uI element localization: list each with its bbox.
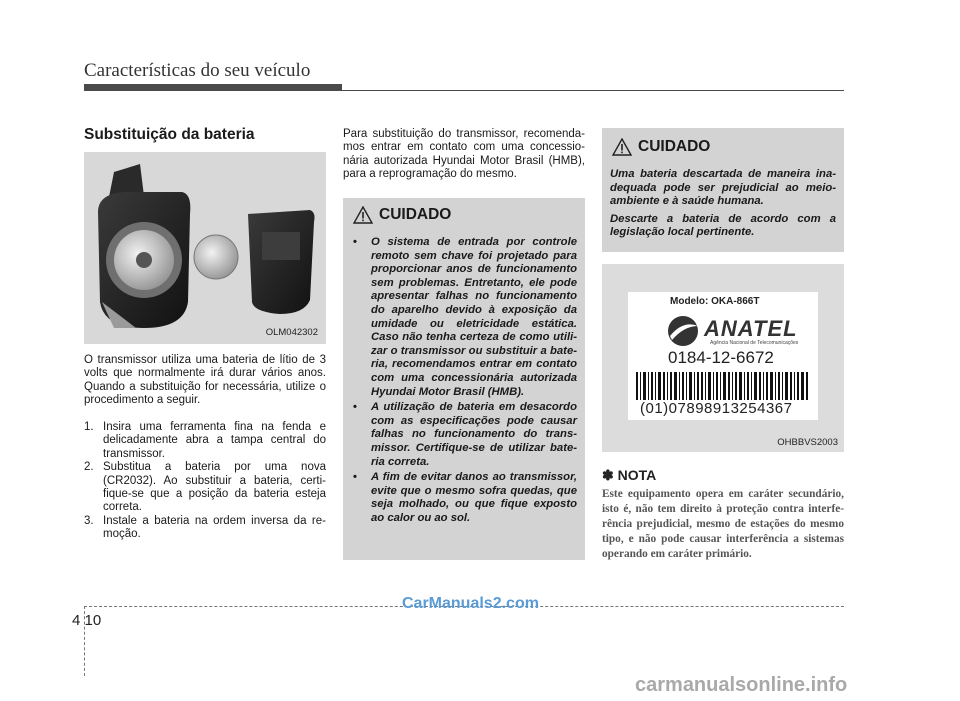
section-title: Substituição da bateria <box>84 126 255 143</box>
anatel-agency-text: Agência Nacional de Telecomunicações <box>710 340 799 346</box>
caution-paragraph-2: Descarte a bateria de acordo com a legislação local pertinente. <box>610 212 836 239</box>
caution-heading <box>353 206 451 224</box>
nota-text: Este equipamento opera em caráter secundário, isto é, não tem direito à proteção contra interfe-rência prejudicial, mesmo de estações do mesmo tipo, e não pode causar interferência a sistemas operando em caráter primário. <box>602 488 844 560</box>
header-rule-thin <box>342 90 844 91</box>
photo-caption: OLM042302 <box>265 327 318 338</box>
warning-triangle-icon <box>612 138 632 156</box>
step-item: 2. Substitua a bateria por uma nova (CR2032). Ao substituir a bateria, certi-fique-se que a posição da bateria esteja correta. <box>84 461 326 514</box>
caution-item: • O sistema de entrada por controle remoto sem chave foi projetado para proporcionar anos de funcionamento sem problemas. Entretanto, ele pode apresentar falhas no funcionamento do aparelho devido à exposição da umidade ou eletricidade estática. Caso não tenha certeza de como utili-zar o transmissor ou substituir a bate-ria, recomendamos entrar em contato com uma concessionária autorizada Hyundai Motor Brasil (HMB). <box>353 236 577 398</box>
caution-box-right <box>602 128 844 252</box>
caution-title: CUIDADO <box>638 138 711 155</box>
step-item: 1. Insira uma ferramenta fina na fenda e delicadamente abra a tampa central do transmissor. <box>84 421 326 460</box>
caution-heading <box>612 138 710 156</box>
watermark-link-top[interactable]: CarManuals2.com <box>402 595 539 612</box>
certification-code: 0184-12-6672 <box>668 348 774 367</box>
model-text: Modelo: OKA-866T <box>670 296 760 307</box>
left-intro-text: O transmissor utiliza uma bateria de lítio de 3 volts que normalmente irá durar vários anos. Quando a substituição for necessária, utilize o procedimento a seguir. <box>84 354 326 407</box>
barcode-number: (01)07898913254367 <box>640 400 793 417</box>
barcode-icon <box>636 372 810 400</box>
replacement-steps-list <box>84 421 326 542</box>
key-fob-illustration <box>84 152 326 344</box>
caution-title: CUIDADO <box>379 206 452 223</box>
nota-title: ✽ NOTA <box>602 467 657 483</box>
caution-list <box>351 236 577 527</box>
anatel-label <box>628 292 818 420</box>
anatel-caption: OHBBVS2003 <box>777 437 838 448</box>
anatel-label-figure <box>602 264 844 452</box>
caution-item: • A utilização de bateria em desacordo com as especificações pode causar falhas no funcionamento do trans-missor. Certifique-se de utilizar bate-ria correta. <box>353 401 577 468</box>
page-number: 4 10 <box>72 612 102 629</box>
watermark-link-bottom[interactable]: carmanualsonline.info <box>635 674 848 696</box>
page-header-title: Características do seu veículo <box>84 60 311 81</box>
middle-intro-text: Para substituição do transmissor, recomenda-mos entrar em contato com uma concessio-nária autorizada Hyundai Motor Brasil (HMB), para a reprogramação do mesmo. <box>343 128 585 181</box>
caution-box-middle <box>343 198 585 560</box>
header-rule-thick <box>84 84 342 91</box>
step-item: 3. Instale a bateria na ordem inversa da re-moção. <box>84 514 326 541</box>
battery-replacement-photo <box>84 152 326 344</box>
anatel-logo-icon <box>666 314 700 348</box>
anatel-brand-text: ANATEL <box>704 316 798 341</box>
caution-item: • A fim de evitar danos ao transmissor, evite que o mesmo sofra quedas, que seja molhado, ou que fique exposto ao calor ou ao sol. <box>353 471 577 524</box>
caution-paragraph-1: Uma bateria descartada de maneira ina-dequada pode ser prejudicial ao meio-ambiente e à saúde humana. <box>610 168 836 208</box>
warning-triangle-icon <box>353 206 373 224</box>
